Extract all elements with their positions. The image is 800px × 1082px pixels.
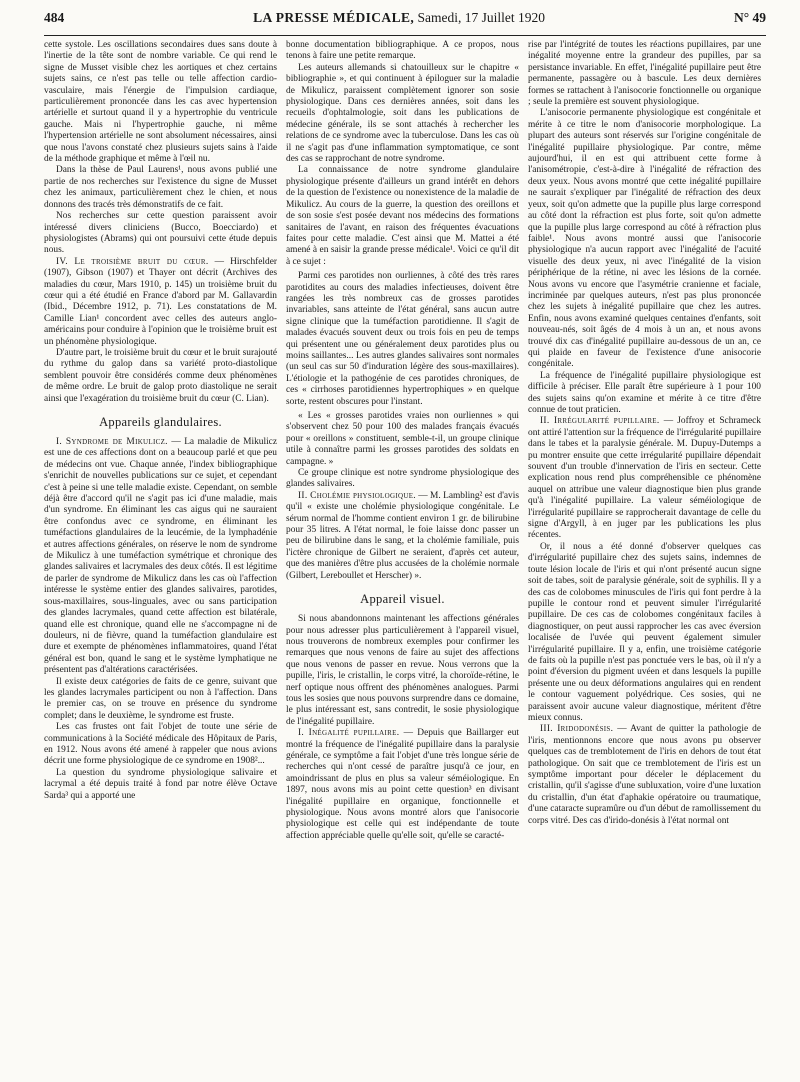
column-1 [44,40,277,1076]
paragraph-text: — Hirschfelder (1907), Gibson (1907) et Thayer ont décrit (Archives des maladies du cœur, Mars 1910, p. 145) un troisième bruit du cœur qui a été étudié en France d'abord par M. Gallavardin (Ibid., Décembre 1912, p. 71). Les constatations de M. Camille Lian¹ concordent avec celles des auteurs anglo-américains pour conduire à l'opinion que le troisième bruit est un phénomène physiologique. [44,256,277,347]
paragraph: La question du syndrome physiologique salivaire et lacrymal a été depuis traité à fond par notre élève Octave Sarda³ qui a apporté une [44,767,277,801]
page-header [44,10,766,32]
section-title: Appareils glandulaires. [99,415,222,429]
paragraph: Il existe deux catégories de faits de ce genre, suivant que les glandes lacrymales participent ou non à l'affection. Dans le premier cas, on se trouve en présence du syndrome complet; dans le deuxième, le syndrome est fruste. [44,676,277,721]
paragraph: D'autre part, le troisième bruit du cœur et le bruit surajouté du rythme du galop dans sa variété proto-diastolique semblent pouvoir être considérés comme deux phénomènes de même ordre. Le bruit de galop proto diastolique ne serait ainsi que l'exagération du troisième bruit du cœur (C. Lian). [44,347,277,404]
column-3 [528,40,761,1076]
paragraph: Si nous abandonnons maintenant les affections générales pour nous adresser plus particulièrement à l'appareil visuel, nous trouverons de nombreux exemples pour confirmer les remarques que nous venons de faire au sujet des affections que nous venons de passer en revue. Nous verrons que la pupille, l'iris, le cristallin, le corps vitré, la choroïde-rétine, le nerf optique nous offrent des phénomènes analogues. Parmi tous les sosies que nous pouvons surprendre dans ce domaine, le plus intéressant est, sans contredit, le sosie physiologique de l'inégalité pupillaire. [286,614,519,727]
issue-date: Samedi, 17 Juillet 1920 [417,10,546,25]
paragraph [286,728,519,842]
paragraph [44,437,277,677]
paragraph-text: — Avant de quitter la pathologie de l'iris, mentionnons encore que nous avons pu observer quelques cas de tremblotement de l'iris en dehors de tout état pathologique. On sait que ce tremblotement de l'iris est un symptôme important pour déceler le déplacement du cristallin, qu'il s'agisse d'une subluxation, voire d'une luxation du cristallin, d'un état d'aphakie opératoire ou traumatique, d'une cataracte supramûre ou d'un début de ramollissement du corps vitré. Des cas d'irido-donésis à l'état normal ont [528,724,761,826]
subsection-label: II. Cholémie physiologique. [298,490,416,501]
running-head [253,10,545,26]
paragraph [528,416,761,541]
issue-number: N° 49 [733,10,766,25]
page-number: 484 [44,10,65,25]
header-rule [44,35,766,36]
paragraph: bonne documentation bibliographique. A ce propos, nous tenons à faire une petite remarque. [286,40,519,62]
paragraph: rise par l'intégrité de toutes les réactions pupillaires, par une inégalité moyenne entre la grandeur des pupilles, par sa persistance invariable. En effet, l'inégalité pupillaire peut être permanente, passagère ou à bascule. Les deux dernières formes se rattachent à l'anisocorie fonctionnelle ou organique ; seule la première est souvent physiologique. [528,40,761,108]
paragraph: Or, il nous a été donné d'observer quelques cas d'irrégularité pupillaire chez des sujets sains, indemnes de toute lésion locale de l'iris et qui n'ont présenté aucun signe soit de tabes, soit de paralysie générale, soit de syphilis. Il y a des cas de colobomes minuscules de l'iris qui font perdre à la pupille le contour rond et peuvent simuler l'irrégularité pupillaire. De ces cas de colobomes congénitaux faciles à diagnostiquer, on peut aussi rapprocher les cas avec éversion localisée de l'uvée qui peuvent également simuler l'irrégularité pupillaire. Il y a, enfin, une troisième catégorie de faits où la pupille n'est pas ponctuée vers le bas, où il n'y a point d'éversion du pigment uvéen et dans lesquels la pupille présente une ou deux déformations angulaires qui en rendent le contour vaguement polyédrique. Ces sosies, qui ne paraissent avoir aucune valeur diagnostique, méritent d'être mieux connus. [528,541,761,723]
quotation: Parmi ces parotides non ourliennes, à côté des très rares parotidites au cours des maladies infectieuses, doivent être rangées les très nombreux cas de grosses parotides invariables, sans atteinte de l'état général, sans aucun autre signe clinique que la tuméfaction parotidienne. Il s'agit de malades évacués souvent deux ou trois fois en peu de temps qui présentent une ou généralement deux parotides plus ou moins saillantes... Les autres glandes salivaires sont normales (un seul cas sur 50 d'induration légère des sous-maxillaires). L'étiologie et la pathogénie de ces parotides chroniques, de ces « cirrhoses parotidiennes hypertrophiques » en quelque sorte, restent obscures pour l'instant. [286,271,519,407]
paragraph: L'anisocorie permanente physiologique est congénitale et mérite à ce titre le nom d'anisocorie morphologique. La plupart des auteurs sont réservés sur l'origine congénitale de l'inégalité pupillaire physiologique. Par contre, même aujourd'hui, il en est qui attribuent cette forme à l'anisométropie, c'est-à-dire à l'inégalité de réfraction des deux yeux. Nous avons montré que cette inégalité pupillaire ne saurait s'expliquer par l'inégalité de réfraction des deux yeux, soit qu'on admette que la pupille plus large correspond au côté dont la réfraction est plus forte, soit qu'on admette que la pupille plus large correspond au côté à réfraction plus faible¹. Nous avons montré aussi que l'anisocorie physiologique n'a aucun rapport avec l'inégalité de l'acuité visuelle des deux yeux, ni avec l'inégalité de la vision périphérique de la rétine, ni avec les lésions de la cornée. Nous avons vu encore que l'asymétrie cranienne et faciale, incriminée par quelques auteurs, n'est pas plus prononcée chez les sujets à inégalité pupillaire que chez les autres. Enfin, nous avons examiné quelques centaines d'enfants, soit nouveau-nés, soit âgés de 4 mois à un an, et nous avons trouvé dix cas d'inégalité pupillaire au-dessous de un an, ce qui plaide en faveur de l'existence d'une anisocorie congénitale. [528,108,761,370]
paragraph: Ce groupe clinique est notre syndrome physiologique des glandes salivaires. [286,468,519,490]
paragraph: Les cas frustes ont fait l'objet de toute une série de communications à la Société médicale des Hôpitaux de Paris, en 1912. Nous avons été amené à rappeler que nous avions décrit une forme physiologique de ce syndrome en 1908²... [44,722,277,767]
paragraph-text: — Joffroy et Schrameck ont attiré l'attention sur la fréquence de l'irrégularité pupillaire dans le tabes et la paralysie générale. M. Dupuy-Dutemps a pu montrer ensuite que cette irrégularité pupillaire dépendait souvent d'un trouble d'innervation de l'iris en secteur. Cette explication nous rend plus compréhensible ce phénomène auquel on attribue une valeur diagnostique bien plus grande qu'à l'inégalité pupillaire. La valeur séméiologique de l'irrégularité pupillaire se rapprocherait davantage de celle du signe d'Argyll, à en juger par les publications les plus récentes. [528,416,761,541]
paragraph [44,257,277,348]
text-columns [44,40,766,1076]
subsection-label: IV. Le troisième bruit du cœur. [56,256,209,267]
paragraph-text: — M. Lambling² est d'avis qu'il « existe une cholémie physiologique congénitale. Le sérum normal de l'homme contient environ 1 gr. de bilirubine pour 35 litres. A l'état normal, le foie laisse donc passer un peu de bilirubine dans le sang, et la cholémie familiale, puis l'ictère chronique de Gilbert ne seraient, d'après cet auteur, que des manières d'être plus accusées de la cholémie normale (Gilbert, Lereboullet et Herscher) ». [286,490,519,581]
paragraph [528,724,761,827]
paragraph: La fréquence de l'inégalité pupillaire physiologique est difficile à préciser. Elle paraît être supérieure à 1 pour 100 des sujets sains qu'on examine et mérite à ce titre d'être connue de tout praticien. [528,370,761,415]
subsection-label: I. Syndrome de Mikulicz. [56,437,168,447]
paragraph: Les auteurs allemands si chatouilleux sur le chapitre « bibliographie », et qui continuent à épiloguer sur la maladie de Mikulicz, paraissent complètement ignorer son sosie physiologique. Dans ces dernières années, soit dans les recueils d'ophtalmologie, soit dans les publications de médecine générale, ils se sont attachés à rechercher les relations de ce syndrome avec la tuberculose. Dans les cas où il ne s'agit pas d'une inflammation symptomatique, ce sont des cas se rapprochant de notre syndrome. [286,62,519,165]
paragraph: La connaissance de notre syndrome glandulaire physiologique présente d'ailleurs un grand intérêt en dehors de la question de l'existence ou nonexistence de la maladie de Mikulicz. Au cours de la guerre, la question des oreillons et de son sosie s'est posée devant nos médecins des formations sanitaires de l'avant, en raison des fréquentes évacuations faites pour cette maladie. C'est ainsi que M. Mattei a été amené à en saisir la grande presse médicale¹. Voici ce qu'il dit à ce sujet : [286,165,519,267]
subsection-label: III. Iridodonésis. [540,724,614,735]
paragraph-text: — Depuis que Baillarger eut montré la fréquence de l'inégalité pupillaire dans la paralysie générale, ce symptôme a fait l'objet d'une très longue série de recherches qui n'ont cessé de paraître jusqu'à ce jour, en amoindrissant de plus en plus sa valeur séméiologique. En 1897, nous avons mis au point cette question³ en divisant l'inégalité pupillaire en organique, fonctionnelle et physiologique. Nous avons montré alors que l'anisocorie physiologique est celle qui est indépendante de toute affection appréciable quelle qu'elle soit, qu'elle se caracté- [286,728,519,841]
paragraph-text: — La maladie de Mikulicz est une de ces affections dont on a beaucoup parlé et que peu de médecins ont vue. Chaque année, l'index bibliographique s'enrichit de nouvelles publications sur ce sujet, et cependant c'est à peine si une telle maladie existe. Cependant, on semble déjà être d'accord qu'il ne s'agit pas ici d'une maladie, mais d'un syndrome. En éliminant les cas aigus qui ne sauraient être confondus avec ce syndrome, en éliminant les tuméfactions glandulaires de la leucémie, de la lymphadénie et autres affections générales, on réserve le nom de syndrome de Mikulicz à une tuméfaction symétrique et chronique des glandes salivaires et lacrymales des deux côtés. Il est légitime de parler de syndrome de Mikulicz dans les cas où l'affection intéresse le système entier des glandes salivaires, parotides, sous-maxillaires, sous-linguales, avec ou sans participation des glandes lacrymales, quand cette affection est bilatérale, quand elle est chronique, quand elle ne s'accompagne ni de douleurs, ni de fièvre, quand la tuméfaction glandulaire est dure et exempte de phénomènes inflammatoires, quand l'état général est bon, quand le sang et le système lymphatique ne présentent pas d'altérations caractérisées. [44,437,277,676]
paragraph: Dans la thèse de Paul Laurens¹, nous avons publié une partie de nos recherches sur l'existence du signe de Musset chez les animaux, particulièrement chez le chien, et nous donnons des tracés très démonstratifs de ce fait. [44,165,277,210]
paragraph [286,491,519,582]
paragraph: Nos recherches sur cette question paraissent avoir intéressé divers cliniciens (Bucco, Boecciardo) et physiologistes (Abrams) qui ont poursuivi cette étude depuis nous. [44,211,277,256]
section-title: Appareil visuel. [360,592,445,607]
subsection-label: I. Inégalité pupillaire. [298,728,400,739]
paragraph: cette systole. Les oscillations secondaires dues sans doute à l'inertie de la tête sont de nombre variable. Ce qui rend le signe de Musset visible chez les aortiques et chez certains sujets sains, ce n'est pas telle ou telle affection cardio-vasculaire, mais l'énergie de l'impulsion cardiaque, particulièrement prononcée dans les cas avec hypertension artérielle et surtout quand il y a hypertrophie du ventricule gauche. Mais ni l'hypertrophie gauche, ni même l'hypertension artérielle ne sont absolument nécessaires, ainsi que nous l'avons constaté chez plusieurs sujets sains à l'aide de la méthode graphique et même à l'œil nu. [44,40,277,165]
quotation: « Les « grosses parotides vraies non ourliennes » qui s'observent chez 50 pour 100 des malades français évacués pour « oreillons » constituent, semble-t-il, un groupe clinique utile à connaître parmi les grosses parotides des soldats en campagne. » [286,411,519,467]
subsection-label: II. Irrégularité pupillaire. [540,416,660,427]
column-2 [286,40,519,1076]
journal-title: LA PRESSE MÉDICALE, [253,10,415,25]
